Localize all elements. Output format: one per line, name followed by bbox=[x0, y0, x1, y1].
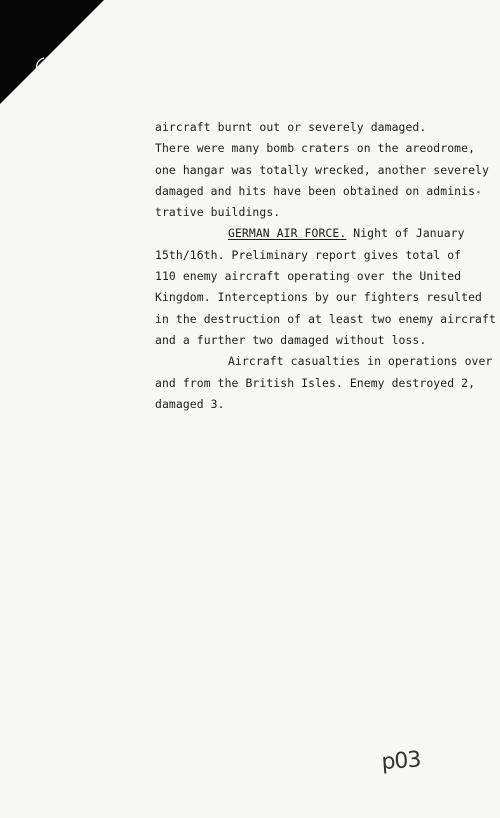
text-line: 110 enemy aircraft operating over the United bbox=[155, 269, 462, 284]
text-line: 15th/16th. Preliminary report gives total of bbox=[155, 247, 462, 262]
text-line: and from the British Isles. Enemy destroyed 2, bbox=[155, 375, 476, 390]
text-line: and a further two damaged without loss. bbox=[155, 332, 427, 347]
text-line: aircraft burnt out or severely damaged. bbox=[155, 120, 427, 134]
text-fragment: Night of January bbox=[346, 226, 465, 241]
text-line: Kingdom. Interceptions by our fighters resulted bbox=[155, 290, 483, 305]
section-heading-line bbox=[155, 223, 495, 244]
text-line: trative buildings. bbox=[155, 205, 281, 220]
section-heading: GERMAN AIR FORCE. bbox=[228, 226, 347, 241]
text-line: damaged and hits have been obtained on adminis- bbox=[155, 183, 483, 198]
text-line: Aircraft casualties in operations over bbox=[228, 354, 493, 369]
text-line: damaged 3. bbox=[155, 396, 225, 411]
corner-fold-mark bbox=[0, 0, 110, 110]
text-line: one hangar was totally wrecked, another severely bbox=[155, 162, 489, 177]
text-line: in the destruction of at least two enemy aircraft bbox=[155, 311, 496, 326]
typed-text-block bbox=[155, 117, 495, 415]
text-line: There were many bomb craters on the areodrome, bbox=[155, 141, 476, 156]
page-folio-handwritten: p03 bbox=[380, 747, 422, 776]
